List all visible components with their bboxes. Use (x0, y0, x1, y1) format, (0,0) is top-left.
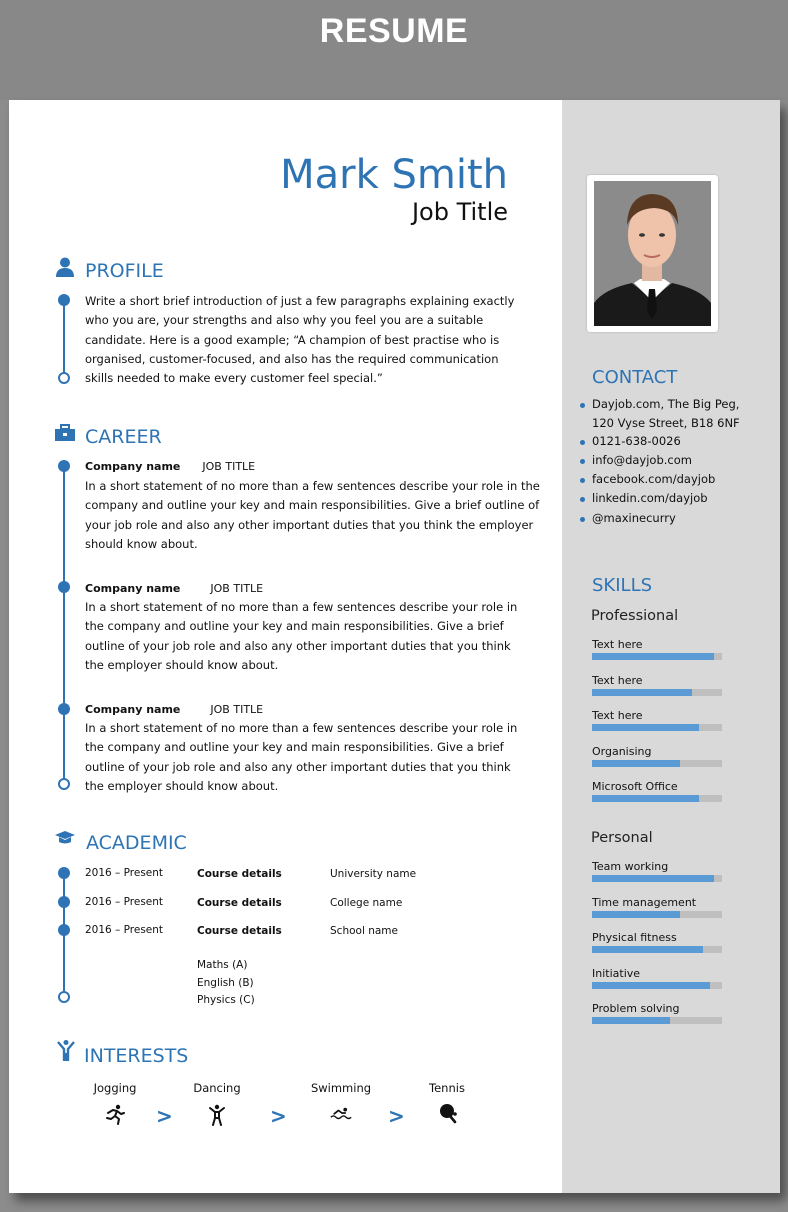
timeline-dot (58, 703, 70, 715)
academic-course: Course details (197, 868, 282, 880)
skill-bar (592, 1017, 722, 1024)
avatar (594, 181, 711, 326)
career-entry-text (85, 719, 517, 796)
skill-bar (592, 982, 722, 989)
timeline-end (58, 372, 70, 384)
dancing-icon (206, 1104, 228, 1126)
briefcase-icon (54, 423, 76, 445)
bullet-icon (580, 403, 585, 408)
skill-label: Microsoft Office (592, 780, 678, 793)
banner-title: RESUME (319, 12, 469, 50)
profile-line: skills needed to make every customer feel special.” (85, 371, 383, 386)
interest-label: Jogging (93, 1081, 137, 1095)
career-entry-text (85, 598, 517, 675)
career-line: the employer should know about. (85, 657, 279, 672)
contact-address-line2: 120 Vyse Street, B18 6NF (592, 416, 740, 430)
profile-text (85, 292, 514, 388)
contact-email[interactable]: info@dayjob.com (592, 453, 692, 467)
career-entry-header (85, 460, 255, 473)
profile-line: organised, customer-focused, and also has the required communication (85, 351, 499, 366)
skill-bar-fill (592, 875, 714, 882)
chevron-right-icon: > (270, 1104, 287, 1128)
academic-subject: Physics (C) (197, 994, 255, 1006)
skill-bar (592, 724, 722, 731)
bullet-icon (580, 440, 585, 445)
career-line: the employer should know about. (85, 778, 279, 793)
timeline-end (58, 778, 70, 790)
company-name: Company name (85, 460, 181, 473)
career-line: In a short statement of no more than a few sentences describe your role in the (85, 479, 540, 493)
academic-dates: 2016 – Present (85, 896, 164, 908)
profile-heading: PROFILE (85, 260, 164, 282)
skill-bar-fill (592, 911, 680, 918)
career-line: should know about. (85, 536, 198, 551)
bullet-icon (580, 517, 585, 522)
skill-bar (592, 911, 722, 918)
career-line: In a short statement of no more than a few sentences describe your role in (85, 721, 518, 735)
chevron-right-icon: > (388, 1104, 405, 1128)
job-role: JOB TITLE (210, 703, 264, 716)
skill-label: Initiative (592, 966, 641, 980)
contact-linkedin[interactable]: linkedin.com/dayjob (592, 491, 708, 505)
contact-facebook[interactable]: facebook.com/dayjob (592, 472, 716, 486)
academic-school: College name (330, 897, 403, 909)
profile-photo-frame (587, 175, 718, 332)
skill-bar-fill (592, 724, 699, 731)
skill-bar-fill (592, 689, 692, 696)
career-line: your job role and also any other important duties that you think the employer (85, 517, 534, 532)
skill-bar-fill (592, 760, 680, 767)
interest-label: Swimming (310, 1081, 372, 1095)
career-line: company and outline your key and main responsibilities. Give a brief outline of (85, 498, 540, 513)
job-role: JOB TITLE (202, 460, 256, 473)
timeline-dot (58, 867, 70, 879)
academic-dates: 2016 – Present (85, 867, 164, 879)
skill-label: Team working (592, 860, 669, 873)
career-entry-header (85, 703, 263, 716)
skill-label: Physical fitness (592, 931, 677, 944)
skill-label: Organising (592, 744, 652, 758)
skill-bar (592, 795, 722, 802)
skill-bar (592, 946, 722, 953)
skill-label: Time management (592, 895, 697, 909)
career-line: In a short statement of no more than a few sentences describe your role in (85, 600, 518, 614)
skills-heading: SKILLS (592, 575, 653, 596)
skill-bar-fill (592, 946, 703, 953)
career-timeline (63, 466, 65, 784)
academic-school: University name (330, 868, 417, 880)
contact-address-line1: Dayjob.com, The Big Peg, (592, 397, 740, 411)
company-name: Company name (85, 703, 181, 716)
timeline-end (58, 991, 70, 1003)
person-icon (54, 256, 76, 278)
skill-label: Problem solving (592, 1002, 680, 1015)
skill-bar (592, 689, 722, 696)
skill-bar-fill (592, 982, 710, 989)
skill-bar (592, 875, 722, 882)
swimming-icon (330, 1102, 352, 1124)
skill-label: Text here (592, 673, 643, 687)
career-line: outline of your job role and also any other important duties that you think (85, 638, 511, 653)
skill-bar (592, 653, 722, 660)
profile-photo (594, 181, 711, 326)
timeline-dot (58, 924, 70, 936)
career-entry-header (85, 582, 263, 595)
profile-line: who you are, your strengths and also why you feel you are a suitable (85, 313, 484, 328)
timeline-dot (58, 460, 70, 472)
contact-heading: CONTACT (592, 367, 678, 388)
job-role: JOB TITLE (210, 582, 264, 595)
person-arms-up-icon (55, 1039, 77, 1061)
career-heading: CAREER (85, 426, 162, 448)
skill-label: Text here (592, 709, 643, 722)
graduation-cap-icon (54, 828, 76, 850)
timeline-dot (58, 896, 70, 908)
career-line: the company and outline your key and main responsibilities. Give a brief (85, 740, 504, 755)
interests-heading: INTERESTS (84, 1045, 189, 1067)
academic-course: Course details (197, 897, 282, 909)
interest-label: Tennis (429, 1081, 465, 1095)
company-name: Company name (85, 582, 181, 595)
candidate-job-title: Job Title (411, 198, 508, 226)
profile-line: candidate. Here is a good example; “A champion of best practise who is (85, 332, 500, 347)
academic-school: School name (330, 925, 398, 937)
skill-bar-fill (592, 1017, 670, 1024)
bullet-icon (580, 497, 585, 502)
academic-course: Course details (197, 925, 282, 937)
timeline-dot (58, 294, 70, 306)
interest-label: Dancing (193, 1081, 241, 1095)
skill-bar-fill (592, 795, 699, 802)
bullet-icon (580, 459, 585, 464)
chevron-right-icon: > (156, 1104, 173, 1128)
profile-timeline (63, 300, 65, 378)
bullet-icon (580, 478, 585, 483)
career-line: the company and outline your key and main responsibilities. Give a brief (85, 619, 504, 634)
contact-phone: 0121-638-0026 (592, 434, 681, 448)
tennis-icon (437, 1103, 459, 1125)
contact-twitter[interactable]: @maxinecurry (592, 511, 676, 525)
profile-line: Write a short brief introduction of just a few paragraphs explaining exactly (85, 294, 515, 308)
skill-bar-fill (592, 653, 714, 660)
skill-label: Text here (592, 638, 643, 651)
timeline-dot (58, 581, 70, 593)
academic-dates: 2016 – Present (85, 924, 164, 936)
jogging-icon (104, 1104, 126, 1126)
academic-heading: ACADEMIC (86, 832, 187, 854)
skill-bar (592, 760, 722, 767)
professional-skills-heading: Professional (591, 608, 679, 624)
career-line: outline of your job role and also any other important duties that you think (85, 759, 511, 774)
candidate-name: Mark Smith (280, 152, 508, 198)
career-entry-text (85, 477, 540, 554)
academic-subject: Maths (A) (197, 959, 248, 971)
banner (0, 0, 788, 100)
personal-skills-heading: Personal (591, 830, 653, 846)
academic-subject: English (B) (197, 977, 254, 989)
